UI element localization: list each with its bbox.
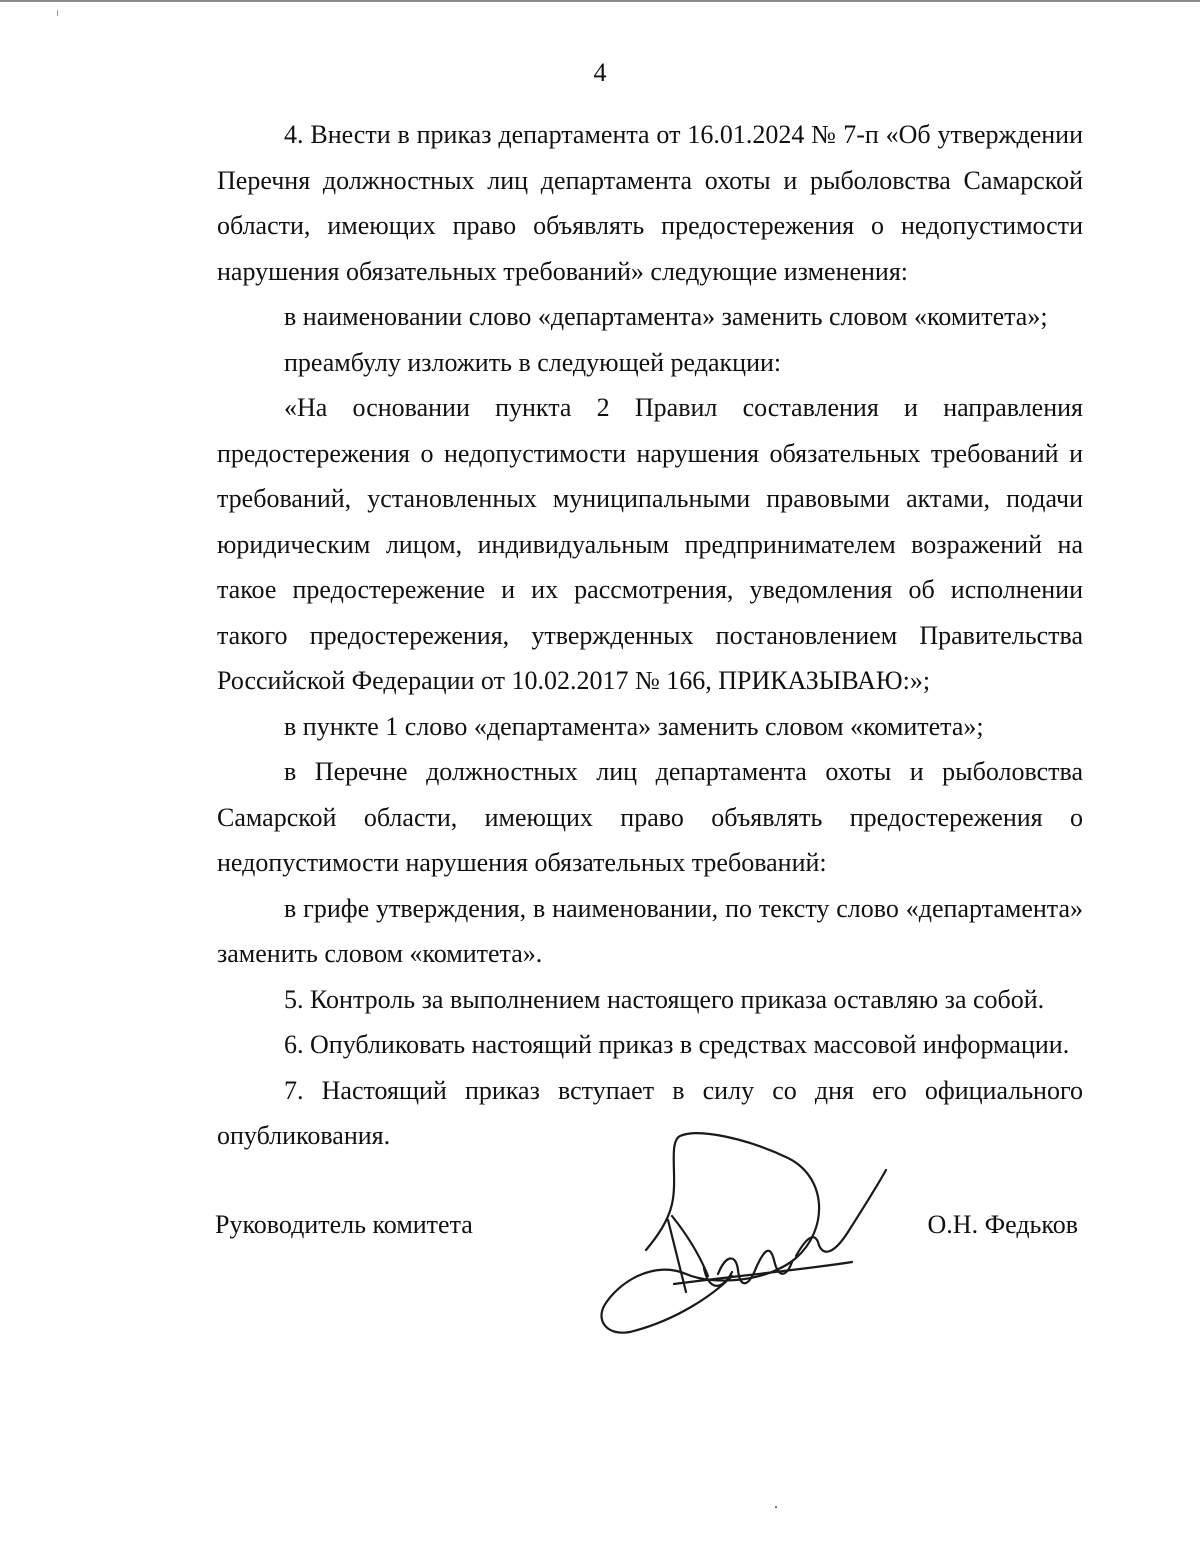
scan-speck <box>775 1506 777 1508</box>
scan-top-border <box>0 0 1200 2</box>
scan-mark <box>57 10 58 16</box>
handwritten-signature <box>596 1128 896 1338</box>
paragraph-list-intro: в Перечне должностных лиц департамента охоты и рыболовства Самарской области, имеющих право объявлять предостережения о недопустимости нарушения обязательных требований: <box>217 757 1083 877</box>
paragraph-preamble-text: «На основании пункта 2 Правил составления и направления предостережения о недопустимости нарушения обязательных требований и требований, установленных муниципальными правовыми актами, подачи юридическим лицом, индивидуальным предпринимателем возражений на такое предостережение и их рассмотрения, уведомления об исполнении такого предостережения, утвержденных постановлением Правительства Российской Федерации от 10.02.2017 № 166, ПРИКАЗЫВАЮ:»; <box>217 393 1083 695</box>
signatory-title: Руководитель комитета <box>215 1210 473 1239</box>
paragraph-item-6: 6. Опубликовать настоящий приказ в средствах массовой информации. <box>284 1030 1070 1059</box>
paragraph-point-1-change: в пункте 1 слово «департамента» заменить словом «комитета»; <box>284 711 984 741</box>
paragraph-list-change: в грифе утверждения, в наименовании, по тексту слово «департамента» заменить словом «комитета». <box>217 893 1083 968</box>
paragraph-item-4: 4. Внести в приказ департамента от 16.01.2024 № 7-п «Об утверждении Перечня должностных лиц департамента охоты и рыболовства Самарской области, имеющих право объявлять предостережения о недопустимости нарушения обязательных требований» следующие изменения: <box>217 120 1083 286</box>
paragraph-preamble-intro: преамбулу изложить в следующей редакции: <box>284 347 782 377</box>
paragraph-title-change: в наименовании слово «департамента» заменить словом «комитета»; <box>284 302 1048 331</box>
page-number: 4 <box>593 58 607 87</box>
signatory-name: О.Н. Федьков <box>927 1210 1078 1239</box>
document-body <box>217 112 1083 1159</box>
paragraph-item-5: 5. Контроль за выполнением настоящего приказа оставляю за собой. <box>284 984 1045 1014</box>
paragraph-item-7: 7. Настоящий приказ вступает в силу со дня его официального опубликования. <box>217 1075 1083 1150</box>
